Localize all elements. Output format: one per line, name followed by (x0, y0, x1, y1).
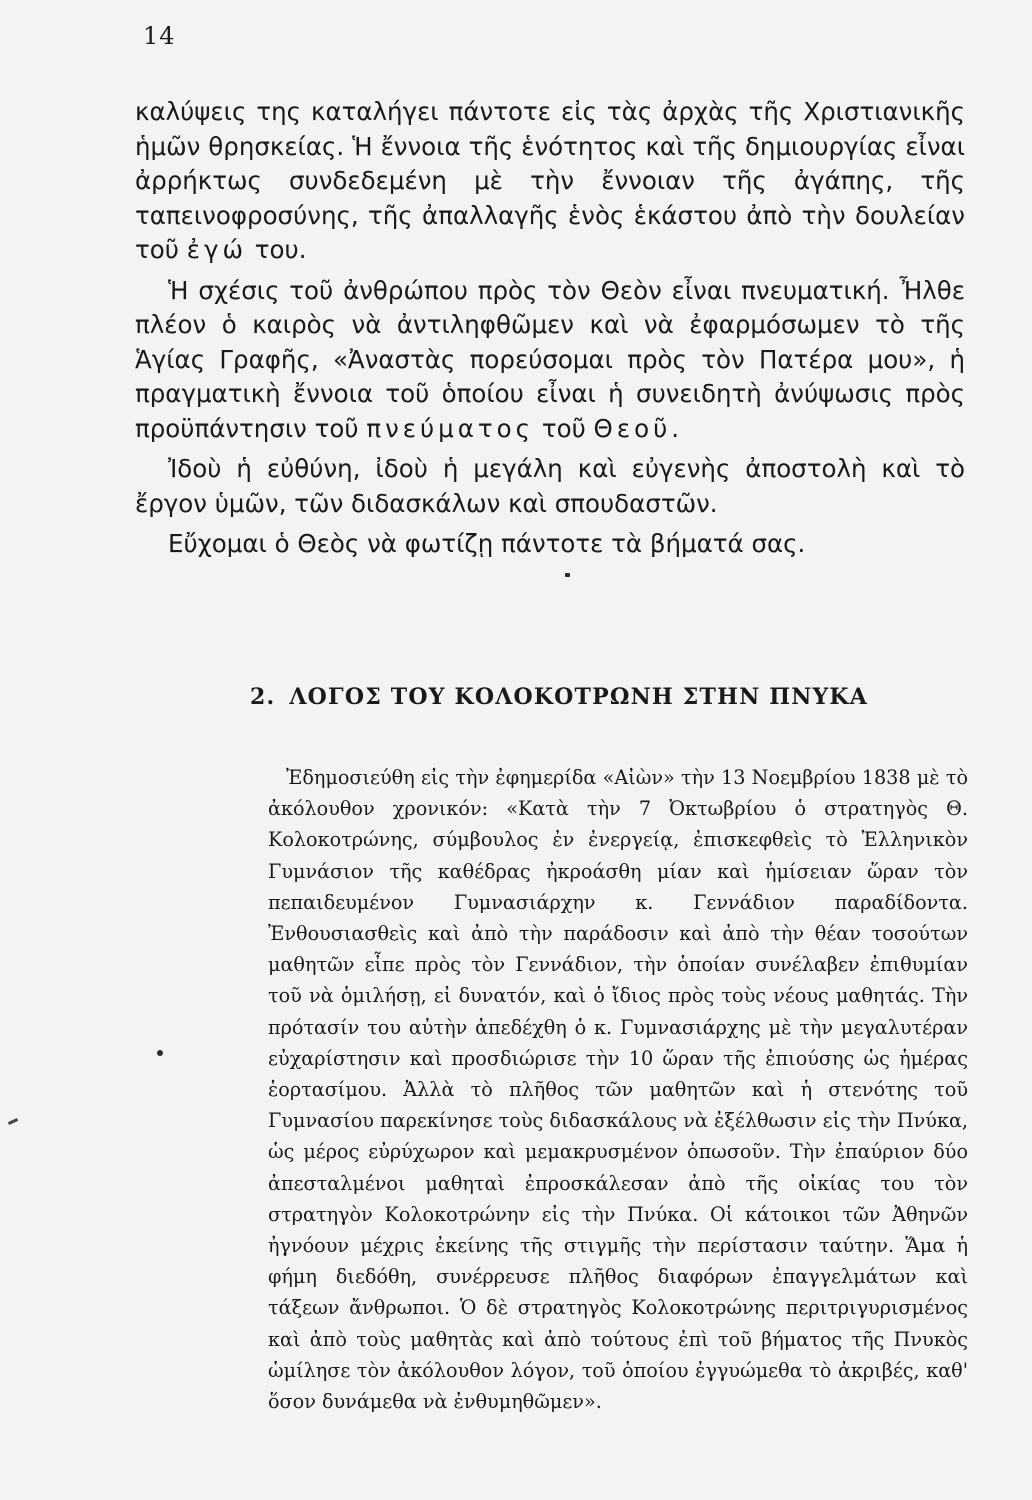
paragraph-2 (135, 274, 965, 447)
section-heading (250, 684, 900, 710)
paragraph-2-text: Ἡ σχέσις τοῦ ἀνθρώπου πρὸς τὸν Θεὸν εἶναι πνευματική. Ἦλθε πλέον ὁ καιρὸς νὰ ἀντιληφθῶμεν καὶ νὰ ἐφαρμόσωμεν τὸ τῆς Ἁγίας Γραφῆς, «Ἀναστὰς πορεύσομαι πρὸς τὸν Πατέρα μου», ἡ πραγματικὴ ἔννοια τοῦ ὁποίου εἶναι ἡ συνειδητὴ ἀνύψωσις πρὸς προϋπάντησιν τοῦ (135, 275, 965, 443)
paragraph-1 (135, 95, 965, 268)
ink-speck (565, 573, 570, 577)
section-number: 2. (250, 684, 276, 710)
spaced-word-theou: Θεοῦ (593, 413, 672, 443)
main-body-text (135, 95, 965, 568)
paragraph-1-text: καλύψεις της καταλήγει πάντοτε εἰς τὰς ἀρχὰς τῆς Χριστιανικῆς ἡμῶν θρησκείας. Ἡ ἔννοια τῆς ἑνότητος καὶ τῆς δημιουργίας εἶναι ἀρρήκτως συνδεδεμένη μὲ τὴν ἔννοιαν τῆς ἀγάπης, τῆς ταπεινοφροσύνης, τῆς ἀπαλλαγῆς ἑνὸς ἑκάστου ἀπὸ τὴν δουλείαν τοῦ (135, 97, 965, 264)
quoted-chronicle (268, 762, 968, 1417)
page-number: 14 (143, 22, 176, 50)
paragraph-2-end: . (671, 413, 680, 443)
paragraph-3: Ἰδοὺ ἡ εὐθύνη, ἰδοὺ ἡ μεγάλη καὶ εὐγενὴς ἀποστολὴ καὶ τὸ ἔργον ὑμῶν, τῶν διδασκάλων καὶ σπουδαστῶν. (135, 454, 965, 518)
paragraph-2-mid: τοῦ (534, 413, 594, 443)
edge-mark (8, 1118, 18, 1125)
paragraph-1-end: του. (246, 235, 307, 264)
margin-dot (157, 1050, 163, 1056)
section-title: ΛΟΓΟΣ ΤΟΥ ΚΟΛΟΚΟΤΡΩΝΗ ΣΤΗΝ ΠΝΥΚΑ (289, 684, 869, 710)
paragraph-4: Εὔχομαι ὁ Θεὸς νὰ φωτίζῃ πάντοτε τὰ βήματά σας. (168, 529, 806, 558)
spaced-word-pneumatos: πνεύματος (366, 413, 535, 443)
spaced-word-ego: ἐγώ (186, 235, 247, 264)
quote-body: Ἐδημοσιεύθη εἰς τὴν ἐφημερίδα «Αἰὼν» τὴν 13 Νοεμβρίου 1838 μὲ τὸ ἀκόλουθον χρονικόν: «Κατὰ τὴν 7 Ὀκτωβρίου ὁ στρατηγὸς Θ. Κολοκοτρώνης, σύμβουλος ἐν ἐνεργείᾳ, ἐπισκεφθεὶς τὸ Ἑλληνικὸν Γυμνάσιον τῆς καθέδρας ἠκροάσθη μίαν καὶ ἡμίσειαν ὥραν τὸν πεπαιδευμένον Γυμνασιάρχην κ. Γεννάδιον παραδίδοντα. Ἐνθουσιασθεὶς καὶ ἀπὸ τὴν παράδοσιν καὶ ἀπὸ τὴν θέαν τοσούτων μαθητῶν εἶπε πρὸς τὸν Γεννάδιον, τὴν ὁποίαν συνέλαβεν ἐπιθυμίαν τοῦ νὰ ὁμιλήσῃ, εἰ δυνατόν, καὶ ὁ ἴδιος πρὸς τοὺς νέους μαθητάς. Τὴν πρότασίν του αὐτὴν ἀπεδέχθη ὁ κ. Γυμνασιάρχης μὲ τὴν μεγαλυτέραν εὐχαρίστησιν καὶ προσδιώρισε τὴν 10 ὥραν τῆς ἐπιούσης ὡς ἡμέρας ἑορτασίμου. Ἀλλὰ τὸ πλῆθος τῶν μαθητῶν καὶ ἡ στενότης τοῦ Γυμνασίου παρεκίνησε τοὺς διδασκάλους νὰ ἐξέλθωσιν εἰς τὴν Πνύκα, ὡς μέρος εὐρύχωρον καὶ μεμακρυσμένον ὁπωσοῦν. Τὴν ἐπαύριον δύο ἀπεσταλμένοι μαθηταὶ ἐπροσκάλεσαν ἀπὸ τῆς οἰκίας του τὸν στρατηγὸν Κολοκοτρώνην εἰς τὴν Πνύκα. Οἱ κάτοικοι τῶν Ἀθηνῶν ἠγνόουν μέχρις ἐκείνης τῆς στιγμῆς τὴν περίστασιν ταύτην. Ἅμα ἡ φήμη διεδόθη, συνέρρευσε πλῆθος διαφόρων ἐπαγγελμάτων καὶ τάξεων ἄνθρωποι. Ὁ δὲ στρατηγὸς Κολοκοτρώνης περιτριγυρισμένος καὶ ἀπὸ τοὺς μαθητὰς καὶ ἀπὸ τούτους ἐπὶ τοῦ βήματος τῆς Πνυκὸς ὡμίλησε τὸν ἀκόλουθον λόγον, τοῦ ὁποίου ἐγγυώμεθα τὸ ἀκριβές, καθ' ὅσον δυνάμεθα νὰ ἐνθυμηθῶμεν». (268, 766, 968, 1414)
